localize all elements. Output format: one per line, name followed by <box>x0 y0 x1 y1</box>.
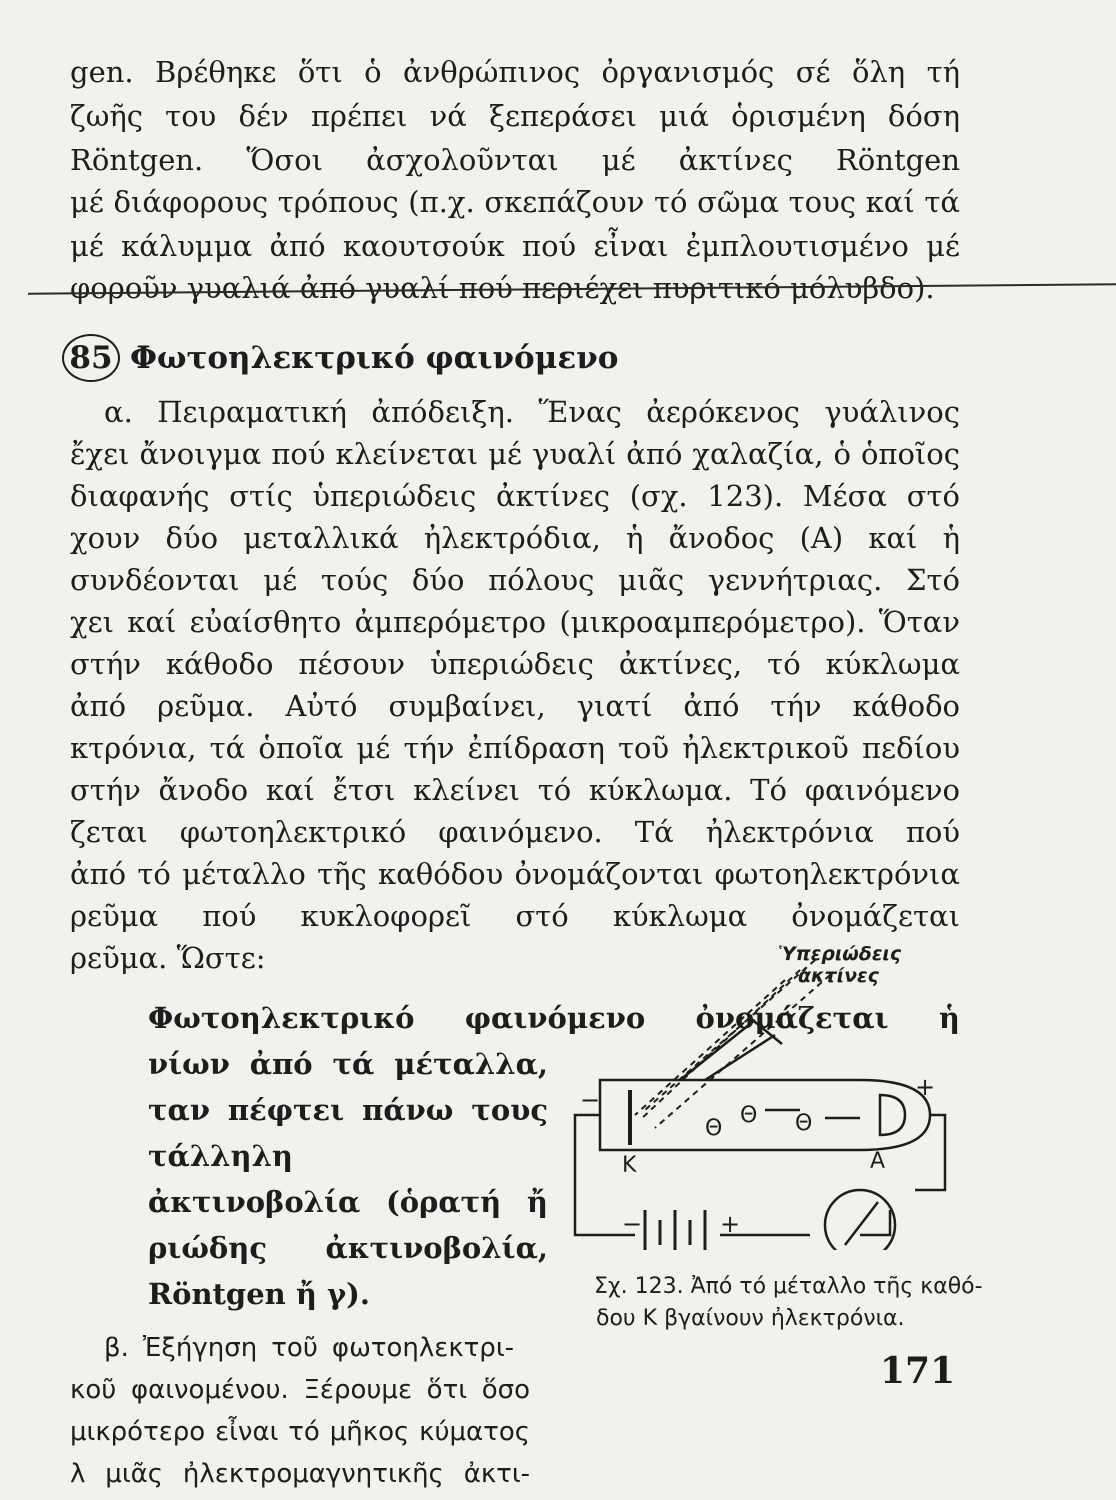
body-line: ἔχει ἄνοιγμα πού κλείνεται μέ γυαλί ἀπό χαλαζία, ὁ ὁποῖος <box>70 437 960 471</box>
body-line: ἀπό ρεῦμα. Αὐτό συμβαίνει, γιατί ἀπό τήν κάθοδο <box>70 689 960 723</box>
cathode-minus-sign: − <box>580 1086 601 1114</box>
wire-right-bottom <box>860 1210 890 1235</box>
body-line: στήν ἄνοδο καί ἔτσι κλείνει τό κύκλωμα. Τό φαινόμενο <box>70 773 960 807</box>
part-b-line: κοῦ φαινομένου. Ξέρουμε ὅτι ὅσο <box>70 1375 530 1405</box>
ammeter-needle <box>845 1202 878 1245</box>
anode <box>880 1095 905 1135</box>
intro-line: ζωῆς του δέν πρέπει νά ξεπεράσει μιά ὁρισμένη δόση <box>70 99 960 133</box>
uv-label: Ὑπεριώδεις <box>778 943 902 965</box>
electron-symbol: Θ <box>795 1111 813 1136</box>
body-line: χουν δύο μεταλλικά ἠλεκτρόδια, ἡ ἄνοδος (Α) καί ἡ <box>70 521 960 555</box>
body-line: συνδέονται μέ τούς δύο πόλους μιᾶς γεννήτριας. Στό <box>70 563 960 597</box>
intro-line: μέ κάλυμμα ἀπό καουτσούκ πού εἶναι ἐμπλουτισμένο μέ <box>70 229 960 263</box>
section-heading <box>62 334 618 382</box>
photoelectric-circuit-figure <box>560 940 960 1250</box>
intro-line: gen. Βρέθηκε ὅτι ὁ ἀνθρώπινος ὀργανισμός σέ ὅλη τή <box>70 55 960 89</box>
body-line: ρεῦμα πού κυκλοφορεῖ στό κύκλωμα ὀνομάζεται <box>70 899 960 933</box>
battery-plus-sign: + <box>720 1210 741 1238</box>
battery-minus-sign: − <box>622 1210 643 1238</box>
definition-line: ἀκτινοβολία (ὁρατή ἤ <box>148 1185 548 1219</box>
definition-line: τάλληλη <box>148 1139 293 1173</box>
body-line: στήν κάθοδο πέσουν ὑπεριώδεις ἀκτίνες, τό κύκλωμα <box>70 647 960 681</box>
definition-line: ταν πέφτει πάνω τους <box>148 1093 548 1127</box>
definition-line: Röntgen ἤ γ). <box>148 1277 370 1311</box>
body-line: α. Πειραματική ἀπόδειξη. Ἕνας ἀερόκενος γυάλινος <box>104 395 960 429</box>
intro-line: μέ διάφορους τρόπους (π.χ. σκεπάζουν τό σῶμα τους καί τά <box>70 185 960 219</box>
battery <box>645 1210 705 1250</box>
definition-line: Φωτοηλεκτρικό φαινόμενο ὀνομάζεται ἡ <box>148 1001 960 1035</box>
part-b-line: μικρότερο εἶναι τό μῆκος κύματος <box>70 1417 530 1447</box>
anode-label: Α <box>870 1149 886 1174</box>
body-line: κτρόνια, τά ὁποῖα μέ τήν ἐπίδραση τοῦ ἠλεκτρικοῦ πεδίου <box>70 731 960 765</box>
part-b-line: β. Ἐξήγηση τοῦ φωτοηλεκτρι- <box>104 1333 514 1363</box>
body-line: διαφανής στίς ὑπεριώδεις ἀκτίνες (σχ. 123). Μέσα στό <box>70 479 960 513</box>
body-line: χει καί εὐαίσθητο ἀμπερόμετρο (μικροαμπερόμετρο). Ὅταν <box>70 605 960 639</box>
anode-plus-sign: + <box>915 1073 936 1101</box>
figure-caption: δου Κ βγαίνουν ἠλεκτρόνια. <box>596 1306 905 1331</box>
electron-symbol: Θ <box>705 1116 723 1141</box>
section-number: 85 <box>62 334 120 382</box>
uv-label: ἀκτίνες <box>798 965 879 987</box>
quartz-window <box>680 1020 775 1080</box>
body-line: ρεῦμα. Ὥστε: <box>70 941 266 975</box>
part-b-line: λ μιᾶς ἠλεκτρομαγνητικῆς ἀκτι- <box>70 1459 530 1489</box>
wire-right <box>915 1115 945 1190</box>
body-line: ζεται φωτοηλεκτρικό φαινόμενο. Τά ἠλεκτρόνια πού <box>70 815 960 849</box>
intro-line: Röntgen. Ὅσοι ἀσχολοῦνται μέ ἀκτίνες Röntgen <box>70 143 960 177</box>
figure-caption: Σχ. 123. Ἀπό τό μέταλλο τῆς καθό- <box>594 1274 983 1299</box>
ammeter <box>825 1190 895 1250</box>
page-number: 171 <box>880 1350 956 1392</box>
body-line: ἀπό τό μέταλλο τῆς καθόδου ὀνομάζονται φωτοηλεκτρόνια <box>70 857 960 891</box>
electron-symbol: Θ <box>740 1103 758 1128</box>
definition-line: ριώδης ἀκτινοβολία, <box>148 1231 548 1265</box>
intro-line: φοροῦν γυαλιά ἀπό γυαλί πού περιέχει πυριτικό μόλυβδο). <box>70 271 935 305</box>
definition-line: νίων ἀπό τά μέταλλα, <box>148 1047 548 1081</box>
cathode-label: Κ <box>622 1153 637 1178</box>
section-title: Φωτοηλεκτρικό φαινόμενο <box>130 340 619 376</box>
